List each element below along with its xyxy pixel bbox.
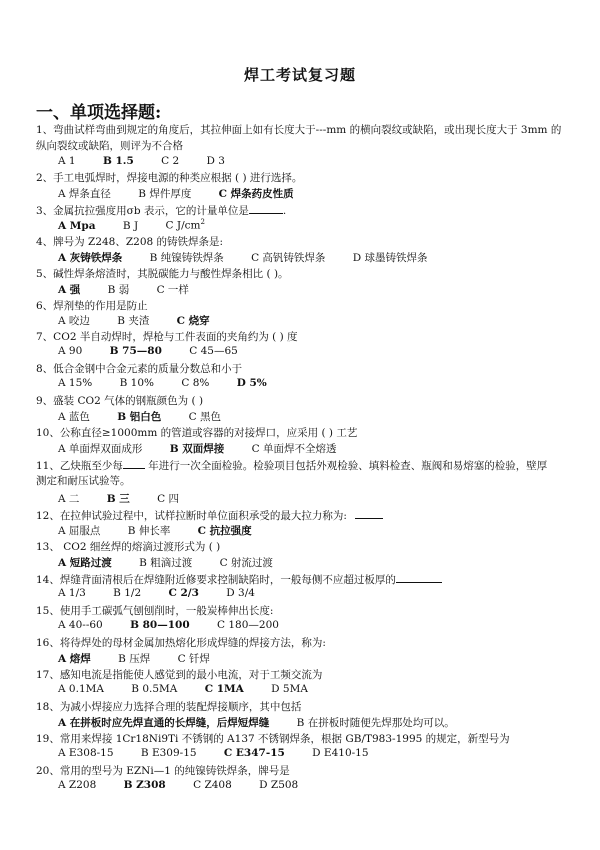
page-title: 焊工考试复习题 (243, 66, 356, 84)
option-correct: B 三 (106, 493, 130, 505)
question-17: 17、感知电流是指能使人感觉到的最小电流，对于工频交流为 (36, 669, 323, 681)
option-correct: C 焊条药皮性质 (218, 188, 294, 200)
question-15-options (58, 619, 303, 631)
option: B 夹渣 (117, 315, 150, 327)
option: A 咬边 (58, 315, 90, 327)
option: A 40--60 (58, 619, 103, 631)
option: A 90 (58, 345, 83, 357)
question-1-line2: 纵向裂纹或缺陷，则评为不合格 (36, 140, 183, 152)
option: A 1/3 (58, 587, 86, 599)
option: B 10% (119, 377, 155, 389)
option-correct: C 烧穿 (176, 315, 210, 327)
option: B 伸长率 (127, 525, 171, 537)
option-correct: A 在拼板时应先焊直通的长焊缝，后焊短焊缝 (58, 717, 270, 729)
option: D Z508 (259, 779, 299, 791)
option-correct: B 80—100 (130, 619, 190, 631)
option: B 1/2 (113, 587, 142, 599)
question-10-options (58, 441, 361, 456)
option: B E309-15 (140, 747, 197, 759)
option: C 2 (161, 155, 180, 167)
option: C 钎焊 (177, 653, 210, 665)
question-17-options (58, 683, 332, 695)
question-16-options (58, 651, 234, 666)
question-4-options (58, 250, 452, 265)
option: B 粗滴过渡 (139, 557, 193, 569)
question-11-line2: 测定和耐压试验等。 (36, 475, 131, 487)
question-14-options (58, 587, 279, 599)
question-11-text-a: 11、乙炔瓶至少每 (36, 460, 123, 472)
option-correct: A 强 (58, 284, 81, 296)
option: C 45—65 (189, 345, 238, 357)
question-12-options (58, 523, 276, 538)
question-9-options (58, 409, 245, 424)
option: A 屈服点 (58, 525, 101, 537)
question-6: 6、焊剂垫的作用是防止 (36, 300, 148, 312)
question-13: 13、 CO2 细丝焊的熔滴过渡形式为 ( ) (36, 541, 221, 553)
option: D 5MA (271, 683, 308, 695)
question-7: 7、CO2 半自动焊时，焊枪与工件表面的夹角约为 ( ) 度 (36, 331, 298, 343)
question-2-options (58, 186, 318, 201)
option: C 射流过渡 (219, 557, 273, 569)
question-13-options (58, 555, 297, 570)
question-9: 9、盛装 CO2 气体的钢瓶颜色为 ( ) (36, 395, 204, 407)
question-11-text-b: 年进行一次全面检验。检验项目包括外观检验、填料检查、瓶阀和易熔塞的检验，壁厚 (144, 460, 548, 472)
question-16: 16、将待焊处的母材金属加热熔化形成焊缝的焊接方法，称为: (36, 637, 326, 649)
option: C 一样 (156, 284, 189, 296)
option: A E308-15 (58, 747, 114, 759)
option-correct: A Mpa (58, 219, 96, 232)
question-2: 2、手工电弧焊时，焊接电源的种类应根据 ( ) 进行选择。 (36, 172, 303, 184)
option: B 压焊 (118, 653, 151, 665)
question-5-options (58, 282, 213, 297)
option-correct: A 熔焊 (58, 653, 91, 665)
question-3-options (58, 218, 205, 232)
section-heading: 一、单项选择题: (36, 103, 162, 123)
option: A Z208 (58, 779, 97, 791)
question-20-options (58, 779, 322, 791)
answer-blank (355, 507, 383, 519)
option-correct: C 抗拉强度 (197, 525, 252, 537)
option: D E410-15 (312, 747, 369, 759)
question-7-options (58, 345, 262, 357)
option: A 二 (58, 493, 80, 505)
option: C Z408 (193, 779, 232, 791)
option-correct: B 1.5 (102, 155, 134, 167)
option-correct: A 灰铸铁焊条 (58, 252, 123, 264)
question-6-options (58, 313, 234, 328)
answer-blank (249, 202, 283, 214)
question-15: 15、使用手工碳弧气刨刨削时，一般炭棒伸出长度: (36, 605, 274, 617)
option: B 在拼板时随便先焊那处均可以。 (296, 717, 455, 729)
option: B 焊件厚度 (138, 188, 192, 200)
option-correct: B Z308 (123, 779, 166, 791)
option (166, 218, 205, 232)
question-18: 18、为减小焊接应力选择合理的装配焊接顺序，其中包括 (36, 701, 302, 713)
option-correct: A 短路过渡 (58, 557, 112, 569)
option: D 3 (206, 155, 225, 167)
question-18-options (58, 715, 455, 730)
question-19-options (58, 747, 393, 759)
option: A 15% (58, 377, 93, 389)
question-1-options (58, 155, 249, 167)
question-14 (36, 571, 564, 588)
question-12-text: 12、在拉伸试验过程中，试样拉断时单位面积承受的最大拉力称为: (36, 510, 347, 522)
question-5: 5、碱性焊条熔渣时，其脱碳能力与酸性焊条相比 ( )。 (36, 268, 289, 280)
option: B 弱 (107, 284, 130, 296)
question-3-text: 3、金属抗拉强度用σb 表示，它的计量单位是 (36, 205, 249, 217)
option: A 0.1MA (58, 683, 104, 695)
option: C 高钒铸铁焊条 (251, 252, 326, 264)
option-correct: B 75—80 (109, 345, 162, 357)
option: B 纯镍铸铁焊条 (149, 252, 224, 264)
superscript: 2 (200, 218, 205, 226)
question-20: 20、常用的型号为 EZNi—1 的纯镍铸铁焊条，牌号是 (36, 765, 290, 777)
option: D 球墨铸铁焊条 (352, 252, 428, 264)
option-correct: D 5% (236, 377, 267, 389)
option: A 焊条直径 (58, 188, 111, 200)
option: C 四 (157, 493, 180, 505)
option: B J (122, 219, 139, 232)
question-11-line1 (36, 457, 564, 474)
option: C 单面焊不全熔透 (251, 443, 337, 455)
question-1-line1: 1、弯曲试样弯曲到规定的角度后，其拉伸面上如有长度大于---mm 的横向裂纹或缺陷，或出现长度大于 3mm 的 (36, 124, 562, 136)
question-8: 8、低合金钢中合金元素的质量分数总和小于 (36, 363, 243, 375)
answer-blank (396, 571, 442, 583)
question-3: 3、金属抗拉强度用σb 表示，它的计量单位是 . (36, 202, 564, 219)
question-14-text: 14、焊缝背面清根后在焊缝附近修要求控制缺陷时，一般每侧不应超过板厚的 (36, 574, 396, 586)
option: B 0.5MA (131, 683, 178, 695)
option: A 单面焊双面成形 (58, 443, 143, 455)
answer-blank (123, 457, 145, 469)
option-correct: C 1MA (204, 683, 244, 695)
option-correct: C 2/3 (168, 587, 199, 599)
question-19: 19、常用来焊接 1Cr18Ni9Ti 不锈钢的 A137 不锈钢焊条，根据 GB/T983-1995 的规定，新型号为 (36, 733, 510, 745)
option-correct: B 双面焊接 (169, 443, 225, 455)
option-text: C J/cm (165, 219, 201, 232)
option: A 蓝色 (58, 411, 90, 423)
question-11-options (58, 491, 203, 506)
option: C 180—200 (217, 619, 279, 631)
option-correct: B 铝白色 (117, 411, 162, 423)
option-correct: C E347-15 (223, 747, 285, 759)
option: C 黑色 (188, 411, 222, 423)
option: D 3/4 (226, 587, 255, 599)
question-12 (36, 507, 564, 524)
question-4: 4、牌号为 Z248、Z208 的铸铁焊条是: (36, 236, 224, 248)
option: A 1 (58, 155, 76, 167)
question-8-options (58, 377, 291, 389)
option: C 8% (181, 377, 210, 389)
question-10: 10、公称直径≥1000mm 的管道或容器的对接焊口，应采用 ( ) 工艺 (36, 427, 358, 439)
